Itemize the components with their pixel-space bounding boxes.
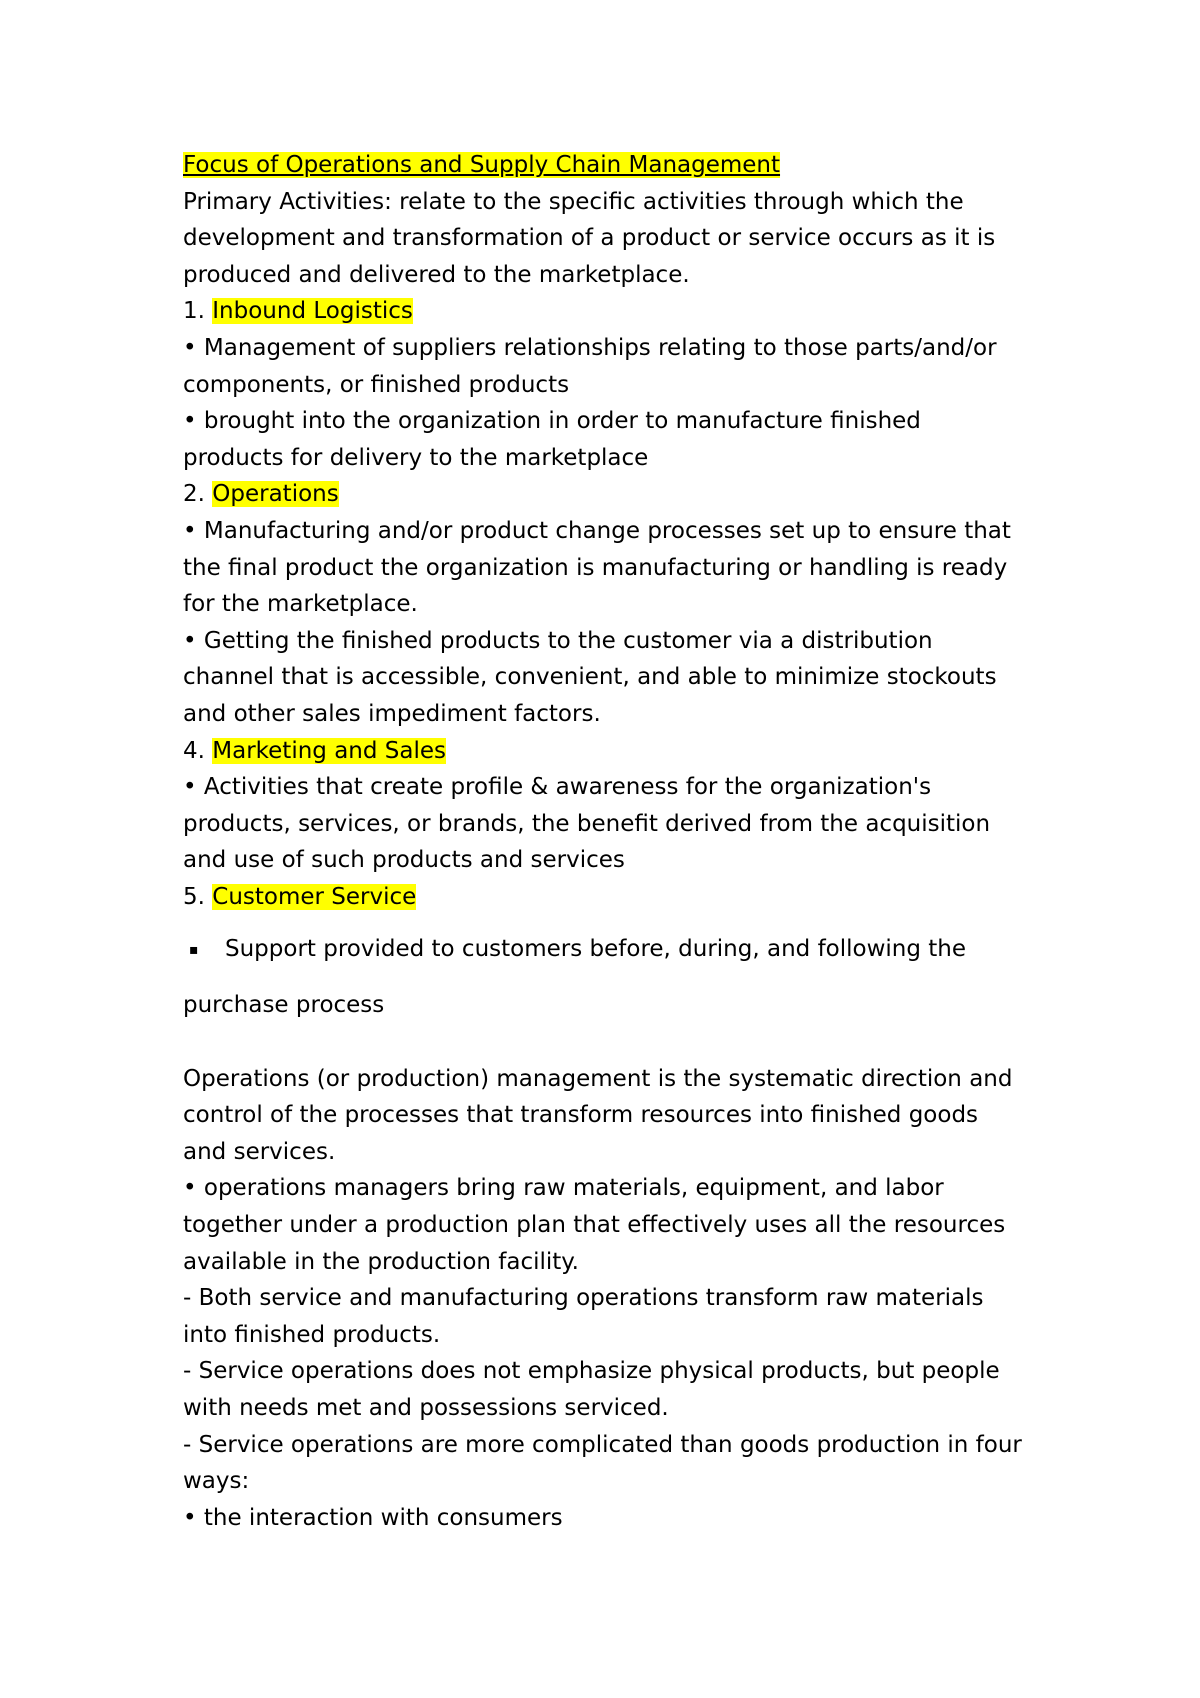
- primary-activities-line: produced and delivered to the marketplace.: [183, 261, 690, 288]
- section-line: • Getting the finished products to the customer via a distribution: [183, 627, 933, 654]
- primary-activities-line: Primary Activities: relate to the specific activities through which the: [183, 188, 964, 215]
- section-heading-customer-service: [183, 879, 1033, 916]
- section-heading-text: Inbound Logistics: [212, 298, 413, 325]
- section-number: 2.: [183, 481, 213, 508]
- section-line: channel that is accessible, convenient, and able to minimize stockouts: [183, 664, 997, 691]
- operations-line: ways:: [183, 1468, 250, 1495]
- section-line: for the marketplace.: [183, 591, 418, 618]
- operations-line: into finished products.: [183, 1321, 441, 1348]
- section-heading-text: Operations: [212, 481, 339, 508]
- section-line: the final product the organization is manufacturing or handling is ready: [183, 554, 1008, 581]
- section-heading-marketing-and-sales: [183, 733, 1033, 770]
- square-bullet-icon: ▪: [189, 942, 199, 959]
- customer-service-bullet-text: Support provided to customers before, during, and following the: [225, 936, 967, 963]
- document-title-line: [183, 147, 1033, 184]
- document-body: [183, 147, 1033, 1536]
- section-line: and other sales impediment factors.: [183, 700, 601, 727]
- operations-line: - Service operations does not emphasize physical products, but people: [183, 1358, 1000, 1385]
- operations-line: Operations (or production) management is the systematic direction and: [183, 1065, 1013, 1092]
- primary-activities-line: development and transformation of a product or service occurs as it is: [183, 225, 996, 252]
- paragraph-spacer: [183, 1024, 1033, 1061]
- section-heading-inbound-logistics: [183, 293, 1033, 330]
- section-number: 5.: [183, 883, 213, 910]
- operations-line: together under a production plan that effectively uses all the resources: [183, 1212, 1006, 1239]
- section-line: • brought into the organization in order to manufacture finished: [183, 408, 921, 435]
- section-heading-text: Customer Service: [212, 883, 417, 910]
- operations-line: available in the production facility.: [183, 1248, 579, 1275]
- section-number: 1.: [183, 298, 213, 325]
- document-title: Focus of Operations and Supply Chain Management: [183, 152, 781, 178]
- section-heading-operations: [183, 476, 1033, 513]
- section-line: • Management of suppliers relationships relating to those parts/and/or: [183, 334, 997, 361]
- section-line: components, or finished products: [183, 371, 570, 398]
- operations-line: - Service operations are more complicated than goods production in four: [183, 1431, 1022, 1458]
- customer-service-bullet-line: [183, 931, 1033, 969]
- section-line: products for delivery to the marketplace: [183, 444, 649, 471]
- operations-line: • operations managers bring raw materials, equipment, and labor: [183, 1175, 944, 1202]
- operations-line: control of the processes that transform resources into finished goods: [183, 1102, 979, 1129]
- operations-line: • the interaction with consumers: [183, 1504, 563, 1531]
- operations-line: with needs met and possessions serviced.: [183, 1395, 669, 1421]
- section-heading-text: Marketing and Sales: [212, 737, 447, 764]
- section-number: 4.: [183, 737, 213, 764]
- operations-line: - Both service and manufacturing operations transform raw materials: [183, 1285, 984, 1312]
- section-line: and use of such products and services: [183, 847, 625, 874]
- section-line: • Activities that create profile & awareness for the organization's: [183, 774, 932, 801]
- operations-line: and services.: [183, 1138, 336, 1165]
- customer-service-continuation: purchase process: [183, 992, 385, 1019]
- section-line: products, services, or brands, the benefit derived from the acquisition: [183, 810, 991, 837]
- section-line: • Manufacturing and/or product change processes set up to ensure that: [183, 517, 1011, 544]
